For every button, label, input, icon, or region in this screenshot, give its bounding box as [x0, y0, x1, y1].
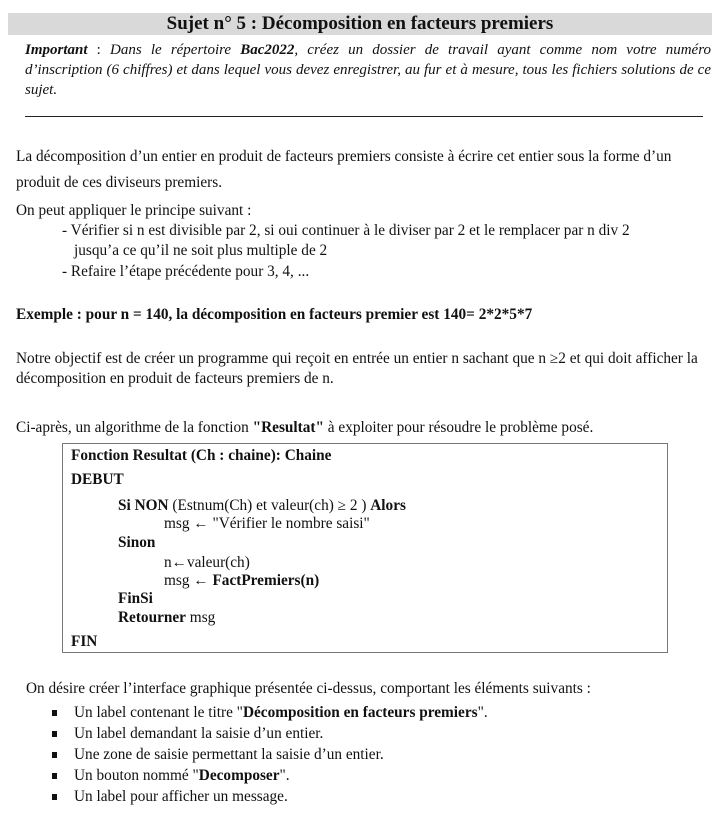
objective-line-2: décomposition en produit de facteurs premiers de n.	[16, 370, 334, 387]
algo-si: Si NON (Estnum(Ch) et valeur(ch) ≥ 2 ) Alors	[118, 497, 406, 514]
step-1: - Vérifier si n est divisible par 2, si oui continuer à le diviser par 2 et le remplacer par n div 2	[62, 222, 630, 239]
interface-intro: On désire créer l’interface graphique présentée ci-dessus, comportant les éléments suivants :	[26, 680, 591, 697]
intro-line-1: La décomposition d’un entier en produit de facteurs premiers consiste à écrire cet entier sous la forme d’un	[16, 148, 672, 165]
list-item: Un bouton nommé "Decomposer".	[74, 767, 290, 784]
function-name: "Resultat"	[252, 419, 324, 436]
algo-sinon: Sinon	[118, 534, 156, 551]
step-2: - Refaire l’étape précédente pour 3, 4, ...	[62, 263, 310, 280]
list-item: Une zone de saisie permettant la saisie d’un entier.	[74, 746, 384, 763]
algo-retourner: Retourner msg	[118, 609, 216, 626]
algo-header: Fonction Resultat (Ch : chaine): Chaine	[71, 447, 332, 464]
list-item: Un label contenant le titre "Décomposition en facteurs premiers".	[74, 704, 488, 721]
algo-intro: Ci-après, un algorithme de la fonction "Resultat" à exploiter pour résoudre le problème posé.	[16, 419, 594, 436]
important-label: Important	[25, 42, 88, 58]
algo-fin: FIN	[71, 633, 98, 650]
important-notice: Important : Dans le répertoire Bac2022, créez un dossier de travail ayant comme nom votre numéro d’inscription (6 chiffres) et dans lequel vous devez enregistrer, au fur et à mesure, tous les fichiers solutions de ce sujet.	[25, 42, 711, 98]
bullet-icon	[52, 731, 57, 737]
page-title: Sujet n° 5 : Décomposition en facteurs premiers	[8, 13, 712, 35]
algorithm-box	[62, 443, 668, 653]
bullet-icon	[52, 794, 57, 800]
algo-assign-n: n←valeur(ch)	[164, 554, 250, 571]
objective-line-1: Notre objectif est de créer un programme qui reçoit en entrée un entier n sachant que n ≥2 et qui doit afficher la	[16, 350, 698, 367]
folder-name: Bac2022	[240, 42, 295, 58]
algo-finsi: FinSi	[118, 590, 153, 607]
algo-msg-fact: msg ← FactPremiers(n)	[164, 572, 320, 589]
bullet-icon	[52, 710, 57, 716]
step-1-continued: jusqu’a ce qu’il ne soit plus multiple de 2	[74, 242, 328, 259]
algo-msg-error: msg ← "Vérifier le nombre saisi"	[164, 515, 370, 532]
principle-label: On peut appliquer le principe suivant :	[16, 202, 252, 219]
list-item: Un label pour afficher un message.	[74, 788, 288, 805]
algo-debut: DEBUT	[71, 471, 124, 488]
separator-rule	[25, 116, 703, 117]
example: Exemple : pour n = 140, la décomposition en facteurs premier est 140= 2*2*5*7	[16, 306, 533, 323]
intro-line-2: produit de ces diviseurs premiers.	[16, 174, 223, 191]
bullet-icon	[52, 773, 57, 779]
list-item: Un label demandant la saisie d’un entier.	[74, 725, 324, 742]
bullet-icon	[52, 752, 57, 758]
